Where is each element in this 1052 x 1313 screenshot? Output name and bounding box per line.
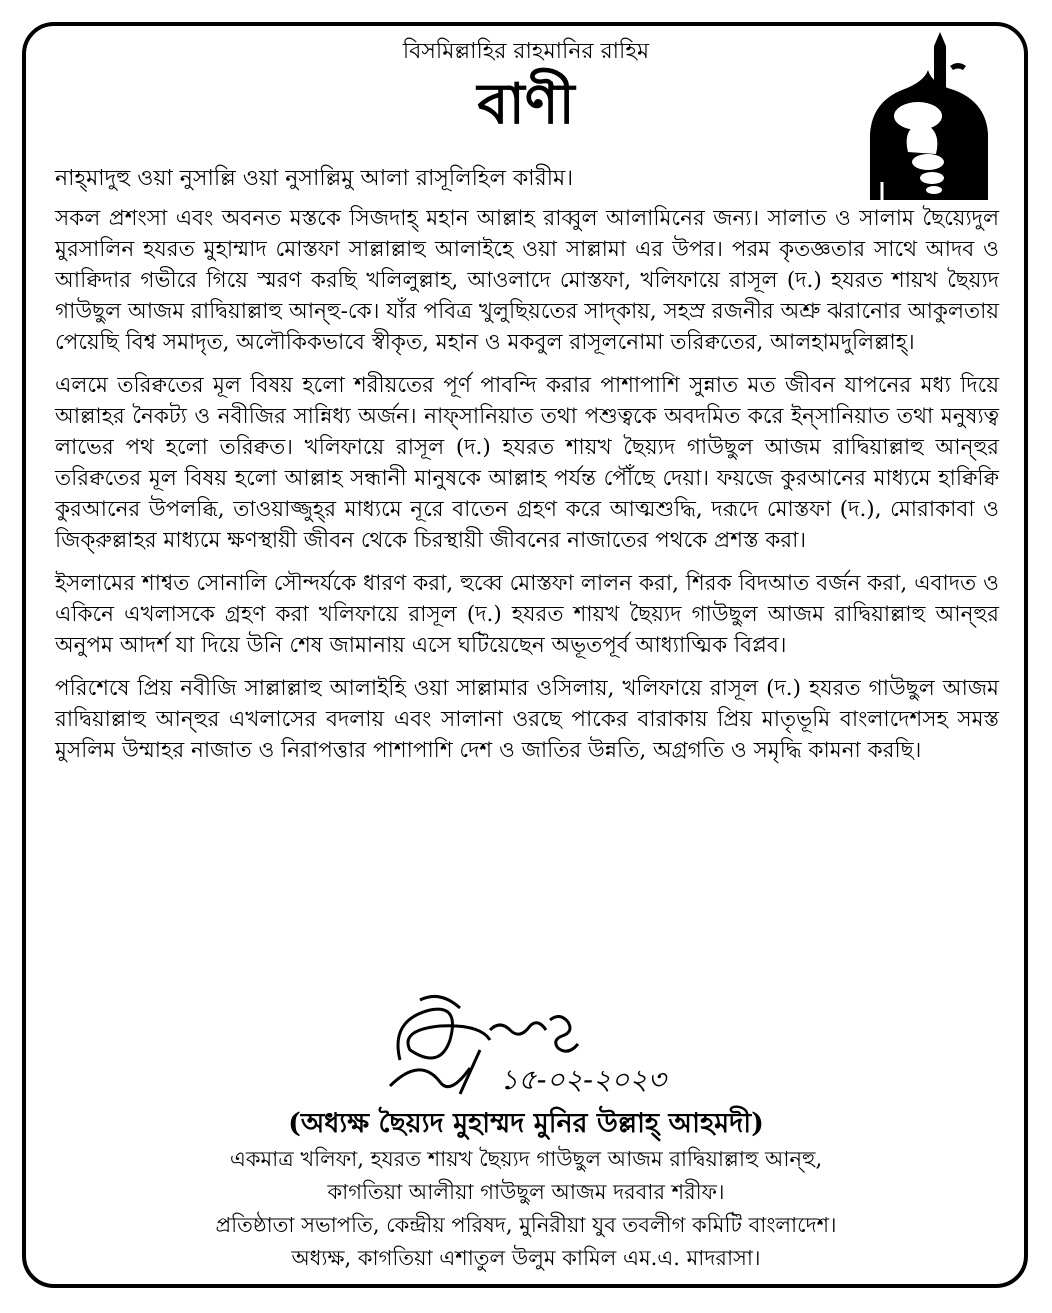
- signer-role: কাগতিয়া আলীয়া গাউছুল আজম দরবার শরীফ।: [327, 1180, 725, 1204]
- paragraph: পরিশেষে প্রিয় নবীজি সাল্লাল্লাহু আলাইহি ওয়া সাল্লামার ওসিলায়, খলিফায়ে রাসূল (দ.) হযরত গাউছুল আজম রাদ্বিয়াল্লাহু আন্‌হুর এখলাসের বদলায় এবং সালানা ওরছে পাকের বারাকায় প্রিয় মাতৃভূমি বাংলাদেশসহ সমস্ত মুসলিম উম্মাহর নাজাত ও নিরাপত্তার পাশাপাশি দেশ ও জাতির উন্নতি, অগ্রগতি ও সমৃদ্ধি কামনা করছি।: [55, 676, 999, 763]
- paragraph: ইসলামের শাশ্বত সোনালি সৌন্দর্যকে ধারণ করা, হুব্বে মোস্তফা লালন করা, শিরক বিদআত বর্জন করা, এবাদত ও একিনে এখলাসকে গ্রহণ করা খলিফায়ে রাসূল (দ.) হযরত শায়খ ছৈয়্যদ গাউছুল আজম রাদ্বিয়াল্লাহু আন্‌হুর অনুপম আদর্শ যা দিয়ে উনি শেষ জামানায় এসে ঘটিয়েছেন অভূতপূর্ব আধ্যাত্মিক বিপ্লব।: [55, 571, 999, 658]
- greeting-line: নাহ্‌মাদুহু ওয়া নুসাল্লি ওয়া নুসাল্লিমু আলা রাসূলিহিল কারীম।: [55, 166, 574, 191]
- signer-role: অধ্যক্ষ, কাগতিয়া এশাতুল উলুম কামিল এম.এ. মাদরাসা।: [291, 1246, 761, 1270]
- page-title: বাণী: [477, 71, 575, 137]
- signer-name: (অধ্যক্ষ ছৈয়্যদ মুহাম্মদ মুনির উল্লাহ্‌ আহমদী): [288, 1108, 764, 1139]
- signer-roles: [0, 1143, 1052, 1275]
- message-body: [55, 203, 999, 778]
- signature-date: ১৫-০২-২০২৩: [500, 1063, 666, 1096]
- mosque-dome-icon: [862, 32, 994, 200]
- signer-role: প্রতিষ্ঠাতা সভাপতি, কেন্দ্রীয় পরিষদ, মুনিরীয়া যুব তবলীগ কমিটি বাংলাদেশ।: [215, 1213, 837, 1237]
- signer-role: একমাত্র খলিফা, হযরত শায়খ ছৈয়্যদ গাউছুল আজম রাদ্বিয়াল্লাহু আন্‌হু,: [229, 1147, 823, 1171]
- bismillah-heading: বিসমিল্লাহির রাহমানির রাহিম: [402, 39, 650, 64]
- paragraph: এলমে তরিক্বতের মূল বিষয় হলো শরীয়তের পূর্ণ পাবন্দি করার পাশাপাশি সুন্নাত মত জীবন যাপনের মধ্য দিয়ে আল্লাহর নৈকট্য ও নবীজির সান্নিধ্য অর্জন। নাফ্‌সানিয়াত তথা পশুত্বকে অবদমিত করে ইন্‌সানিয়াত তথা মনুষ্যত্ব লাভের পথ হলো তরিক্বত। খলিফায়ে রাসূল (দ.) হযরত শায়খ ছৈয়্যদ গাউছুল আজম রাদ্বিয়াল্লাহু আন্‌হুর তরিক্বতের মূল বিষয় হলো আল্লাহ সন্ধানী মানুষকে আল্লাহ পর্যন্ত পৌঁছে দেয়া। ফয়জে কুরআনের মাধ্যমে হাক্বিক্বি কুরআনের উপলব্ধি, তাওয়াজ্জুহ্‌র মাধ্যমে নূরে বাতেন গ্রহণ করে আত্মশুদ্ধি, দরূদে মোস্তফা (দ.), মোরাকাবা ও জিক্‌রুল্লাহর মাধ্যমে ক্ষণস্থায়ী জীবন থেকে চিরস্থায়ী জীবনের নাজাতের পথকে প্রশস্ত করা।: [55, 373, 999, 553]
- paragraph: সকল প্রশংসা এবং অবনত মস্তকে সিজদাহ্‌ মহান আল্লাহ রাব্বুল আলামিনের জন্য। সালাত ও সালাম ছৈয়্যেদুল মুরসালিন হযরত মুহাম্মাদ মোস্তফা সাল্লাল্লাহু আলাইহে ওয়া সাল্লামা এর উপর। পরম কৃতজ্ঞতার সাথে আদব ও আক্বিদার গভীরে গিয়ে স্মরণ করছি খলিলুল্লাহ, আওলাদে মোস্তফা, খলিফায়ে রাসূল (দ.) হযরত শায়খ ছৈয়্যদ গাউছুল আজম রাদ্বিয়াল্লাহু আন্‌হু-কে। যাঁর পবিত্র খুলুছিয়তের সাদ্‌কায়, সহস্র রজনীর অশ্রু ঝরানোর আকুলতায় পেয়েছি বিশ্ব সমাদৃত, অলৌকিকভাবে স্বীকৃত, মহান ও মকবুল রাসূলনোমা তরিক্বতের, আলহামদুলিল্লাহ্‌।: [55, 206, 1000, 355]
